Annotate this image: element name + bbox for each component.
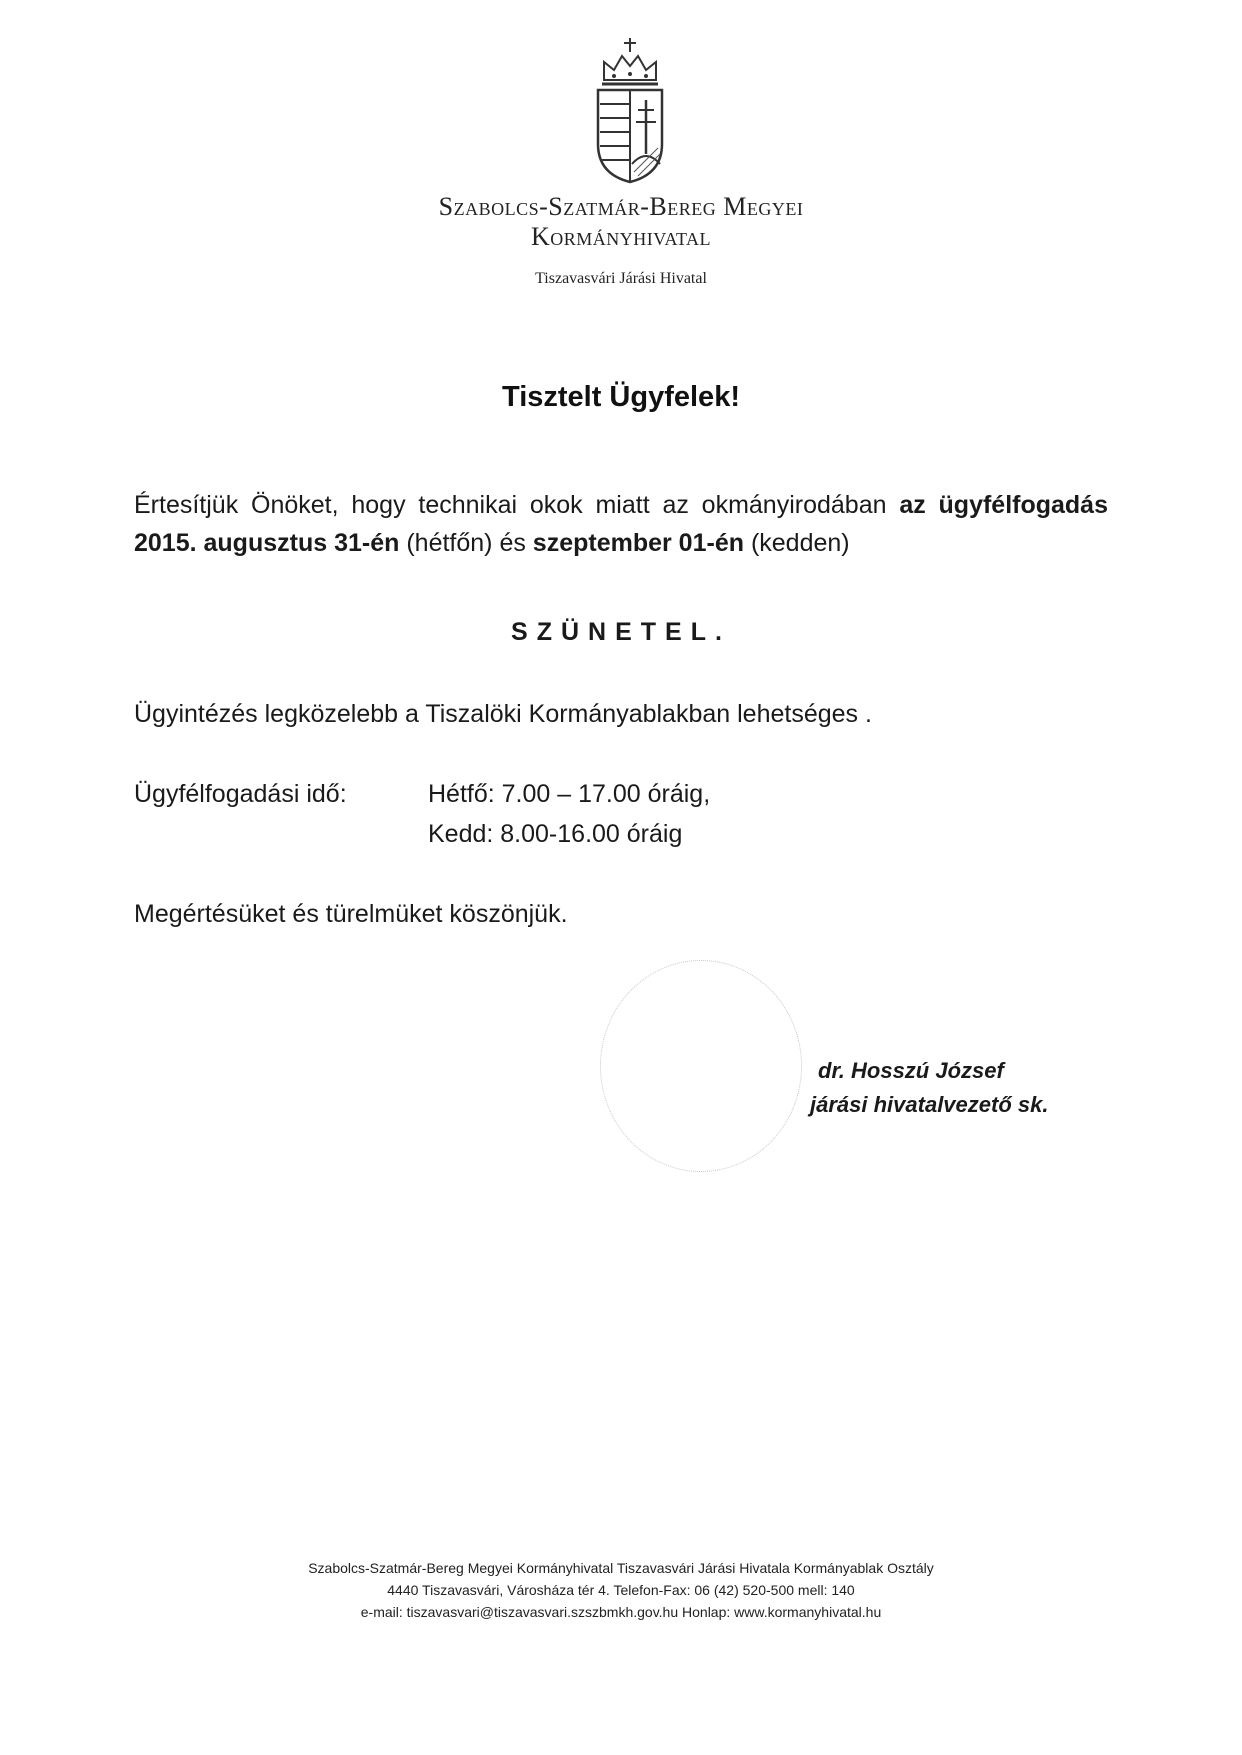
administration-info: Ügyintézés legközelebb a Tiszalöki Kormányablakban lehetséges . <box>134 700 872 728</box>
office-hours-label: Ügyfélfogadási idő: <box>134 780 347 808</box>
organization-name-line2: Kormányhivatal <box>530 222 711 251</box>
thanks-line: Megértésüket és türelmüket köszönjük. <box>134 900 568 928</box>
footer-organization: Szabolcs-Szatmár-Bereg Megyei Kormányhivatal Tiszavasvári Járási Hivatala Kormányablak Osztály <box>308 1560 934 1576</box>
signatory-role: járási hivatalvezető sk. <box>810 1092 1049 1117</box>
department-name: Tiszavasvári Járási Hivatal <box>535 270 707 287</box>
footer-address: 4440 Tiszavasvári, Városháza tér 4. Telefon-Fax: 06 (42) 520-500 mell: 140 <box>387 1582 855 1598</box>
signatory-name: dr. Hosszú József <box>818 1058 1004 1083</box>
office-hours-tuesday: Kedd: 8.00-16.00 óráig <box>428 820 683 848</box>
footer-contact: e-mail: tiszavasvari@tiszavasvari.szszbmkh.gov.hu Honlap: www.kormanyhivatal.hu <box>360 1604 882 1620</box>
hungarian-coat-of-arms-icon <box>590 36 670 186</box>
paragraph-text: Értesítjük Önöket, hogy technikai okok miatt az okmányirodában <box>134 491 900 519</box>
suspended-notice: SZÜNETEL. <box>511 618 731 646</box>
paragraph-bold-date2: szeptember 01-én <box>532 529 744 557</box>
organization-name-line1: Szabolcs-Szatmár-Bereg Megyei <box>438 192 804 221</box>
official-stamp-icon <box>600 960 802 1172</box>
paragraph-bold-date1: az ügyfélfogadás 2015. augusztus 31-én <box>134 491 1108 557</box>
notice-title: Tisztelt Ügyfelek! <box>502 381 740 413</box>
paragraph-text: (hétfőn) és <box>399 529 533 557</box>
paragraph-text: (kedden) <box>744 529 850 557</box>
office-hours-monday: Hétfő: 7.00 – 17.00 óráig, <box>428 780 711 808</box>
notice-paragraph <box>134 486 1108 562</box>
